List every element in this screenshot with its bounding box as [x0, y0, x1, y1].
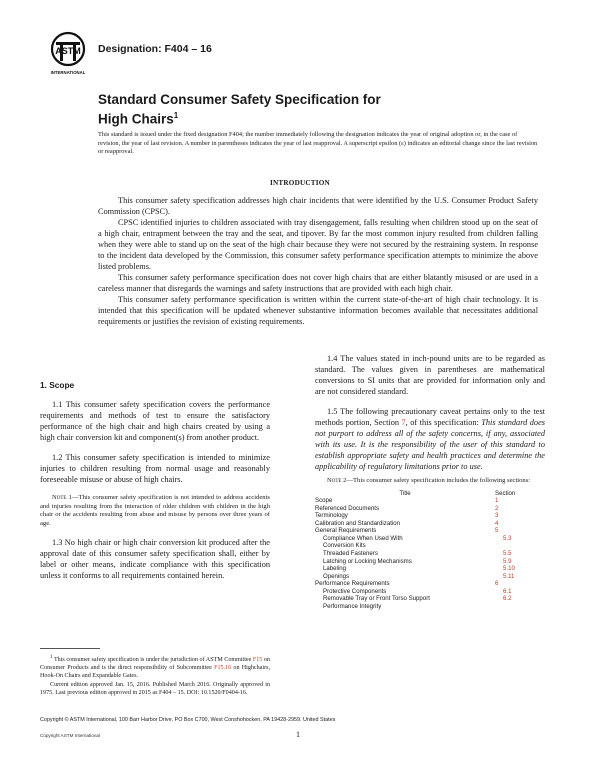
section-title: Performance Requirements: [315, 580, 390, 588]
table-body: [315, 497, 545, 610]
svg-text:ASTM: ASTM: [55, 46, 81, 56]
section-number-link[interactable]: 6: [495, 580, 499, 588]
table-header: [315, 490, 545, 498]
title-column-header: Title: [399, 489, 411, 497]
intro-paragraph: This consumer safety specification addresses high chair incidents that were identified by the U.S. Consumer Product Safety Commission (CPSC).: [98, 196, 538, 216]
note-2-label: Note 2: [327, 477, 347, 484]
title-line-1: Standard Consumer Safety Specification for: [98, 92, 381, 107]
svg-text:INTERNATIONAL: INTERNATIONAL: [50, 70, 86, 75]
footnotes: [40, 653, 270, 697]
left-column: [40, 380, 270, 581]
section-number-link[interactable]: 3: [495, 512, 499, 520]
right-column: [315, 353, 545, 610]
table-row: [315, 588, 545, 596]
title-footnote-mark[interactable]: 1: [173, 111, 179, 120]
table-row: [315, 520, 545, 528]
table-row: [315, 580, 545, 588]
section-number-link[interactable]: 5.3: [503, 534, 512, 542]
designation: Designation: F404 – 16: [98, 43, 212, 55]
paragraph-1-3: 1.3 No high chair or high chair conversion kit produced after the approval date of this consumer safety specification shall, either by label or other means, indicate compliance with this specification unless it conforms to all requirements contained herein.: [40, 538, 270, 581]
title-line-2: High Chairs$^1$: [98, 111, 179, 127]
introduction-heading: INTRODUCTION: [270, 179, 330, 187]
table-row: [315, 497, 545, 505]
intro-paragraph: This consumer safety performance specification is written within the current state-of-the-art of high chair technology. It is intended that this specification will be updated whenever substantive information becomes available that necessitates additional requirements or justifies the revision of existing requirements.: [98, 295, 538, 326]
note-2: [315, 477, 545, 486]
issued-notice: This standard is issued under the fixed designation F404; the number immediately following the designation indicates the year of original adoption or, in the case of revision, the year of last revision. A number in parentheses indicates the year of last reapproval. A superscript epsilon (ε) indicates an editorial change since the last revision or reapproval.: [98, 131, 538, 156]
section-number-link[interactable]: 5.9: [503, 557, 512, 565]
section-title: Protective Components: [323, 587, 387, 595]
paragraph-1-1: 1.1 This consumer safety specification covers the performance requirements and methods of test to ensure the satisfactory performance of the high chair and high chairs created by using a high chair conversion kit and component(s) from another product.: [40, 400, 270, 442]
footnote-1: $^1$ This consumer safety specification is under the jurisdiction of ASTM Committee F15 on Consumer Products and is the direct responsibility of Subcommittee F15.16 on Highchairs, Hook-On Chairs and Expandable Gates.: [40, 654, 270, 680]
section-title: Conversion Kits: [323, 542, 366, 550]
paragraph-1-4: 1.4 The values stated in inch-pound units are to be regarded as standard. The values given in parentheses are mathematical conversions to SI units that are provided for information only and are not considered standard.: [315, 354, 545, 396]
section-number-link[interactable]: 6.2: [503, 595, 512, 603]
section-number-link[interactable]: 5.10: [503, 565, 515, 573]
section-title: Labeling: [323, 565, 347, 573]
table-row: [315, 603, 545, 611]
table-row: [315, 512, 545, 520]
intro-paragraph: CPSC identified injuries to children associated with tray disengagement, falls resulting when children stood up on the seat of a high chair, entrapment between the tray and the seat, and tipover. By far the most common injury resulted from children falling when they were able to stand up on the seat of the high chair because they were not secured by the restraining system. In response to the incident data developed by the Commission, this consumer safety performance specification attempts to minimize the above listed problems.: [98, 218, 538, 271]
document-title: [98, 92, 458, 128]
section-column-header: Section: [495, 489, 516, 497]
intro-paragraph: This consumer safety performance specification does not cover high chairs that are either blatantly misused or are used in a careless manner that disregards the warnings and safety instructions that are provided with each high chair.: [98, 273, 538, 293]
note-1-label: Note 1: [52, 494, 72, 501]
section-title: Referenced Documents: [315, 504, 380, 512]
introduction-body: [98, 195, 538, 327]
scope-heading: 1. Scope: [40, 380, 75, 390]
section-title: Openings: [323, 572, 350, 580]
section-title: Latching or Locking Mechanisms: [323, 557, 412, 565]
section-title: Scope: [315, 497, 333, 505]
footnote-edition: Current edition approved Jan. 15, 2016. Published March 2016. Originally approved in 1975. Last previous edition approved in 2015 as F404 – 15. DOI: 10.1520/F0404-16.: [40, 681, 270, 696]
note-2-text: —This consumer safety specification includes the following sections:: [346, 477, 531, 484]
section-number-link[interactable]: 4: [495, 519, 499, 527]
astm-logo: [46, 30, 90, 76]
section-title: Calibration and Standardization: [315, 519, 401, 527]
table-row: [315, 550, 545, 558]
section-title: Performance Integrity: [323, 602, 382, 610]
section-title: Threaded Fasteners: [323, 549, 378, 557]
table-row: [315, 565, 545, 573]
subcommittee-f15-16-link[interactable]: F15.16: [214, 665, 232, 672]
copyright-line: Copyright © ASTM International, 100 Barr Harbor Drive, PO Box C700, West Conshohocken, PA 19428-2959. United States: [40, 717, 336, 723]
paragraph-1-5: 1.5 The following precautionary caveat pertains only to the test methods portion, Section 7, of this specification: This standard does not purport to address all of the safety concerns, if any, associated with its use. It is the responsibility of the user of this standard to establish appropriate safety and health practices and determine the applicability of regulatory limitations prior to use.: [315, 407, 545, 471]
section-number-link[interactable]: 1: [495, 497, 499, 505]
section-number-link[interactable]: 2: [495, 504, 499, 512]
caveat-text: This standard does not purport to address all of the safety concerns, if any, associated with its use. It is the responsibility of the user of this standard to establish appropriate safety and health practices and determine the applicability of regulatory limitations prior to use.: [315, 418, 545, 471]
licensed-copyright: Copyright ASTM International: [40, 733, 101, 738]
section-number-link[interactable]: 6.1: [503, 587, 512, 595]
sections-table: [315, 490, 545, 611]
footnote-divider: [40, 648, 100, 649]
section-number-link[interactable]: 5.11: [503, 572, 515, 580]
section-number-link: [503, 603, 543, 611]
note-1: [40, 494, 270, 528]
section-number-link[interactable]: 5.5: [503, 549, 512, 557]
committee-f15-link[interactable]: F15: [252, 657, 263, 664]
section-number-link: [503, 542, 543, 550]
section-title: Terminology: [315, 512, 348, 520]
table-row: [315, 505, 545, 513]
section-number-link[interactable]: 5: [495, 527, 499, 535]
table-row: [315, 527, 545, 535]
table-row: [315, 558, 545, 566]
note-1-text: —This consumer safety specification is not intended to address accidents and injuries resulting from the interaction of older children with children in the high chair or the accidents resulting from abuse and misuse by persons over three years of age.: [40, 494, 270, 527]
section-title: General Requirements: [315, 527, 377, 535]
section-title: Removable Tray or Front Torso Support: [323, 595, 430, 603]
table-row: [315, 535, 545, 543]
page-number: 1: [296, 730, 300, 739]
section-title: Compliance When Used With: [323, 534, 403, 542]
paragraph-1-2: 1.2 This consumer safety specification is intended to minimize injuries to children resulting from normal usage and reasonably foreseeable misuse or abuse of high chairs.: [40, 453, 270, 484]
table-row: [315, 542, 545, 550]
section-7-link[interactable]: 7: [401, 418, 406, 427]
table-row: [315, 595, 545, 603]
table-row: [315, 573, 545, 581]
